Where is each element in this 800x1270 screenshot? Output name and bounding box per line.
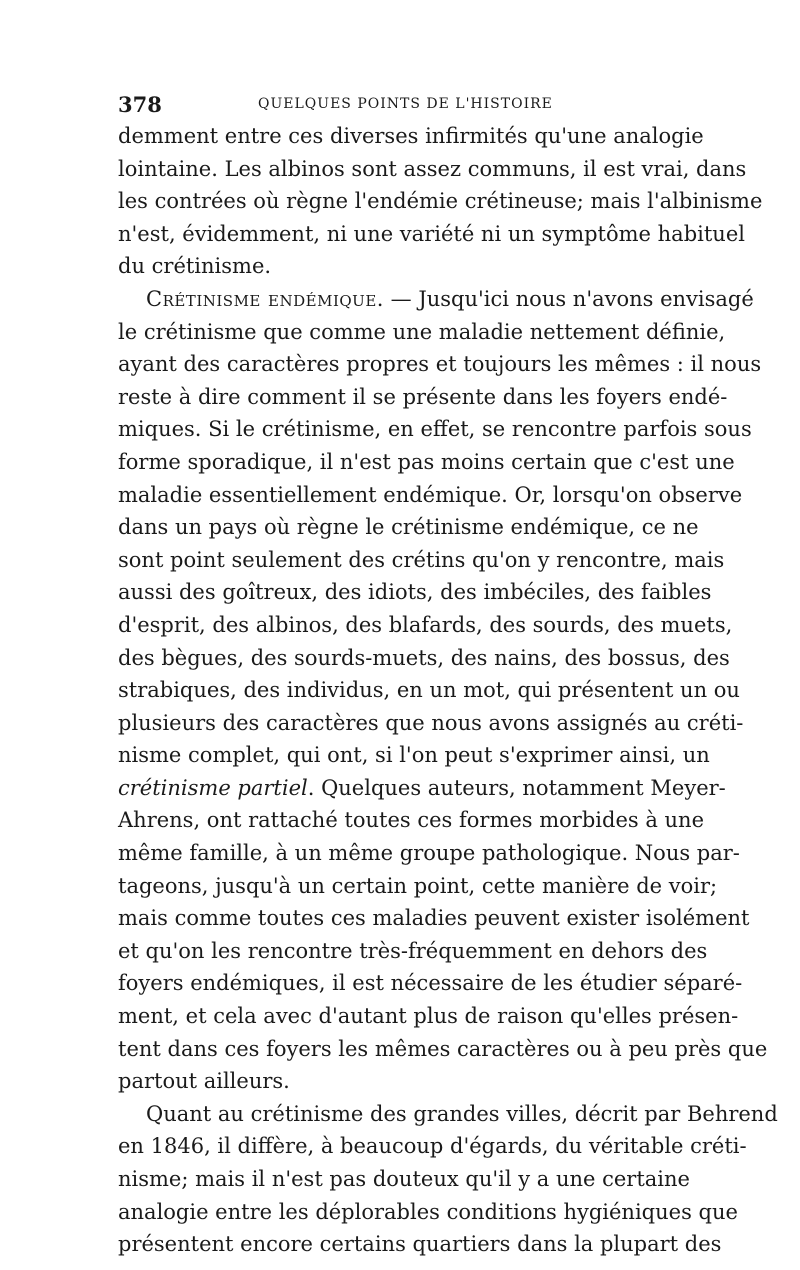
text-line: même famille, à un même groupe pathologique. Nous par- <box>118 841 740 866</box>
text-line: en 1846, il diffère, à beaucoup d'égards, du véritable créti- <box>118 1134 747 1159</box>
text-line: Ahrens, ont rattaché toutes ces formes morbides à une <box>118 808 705 833</box>
text-line: tageons, jusqu'à un certain point, cette manière de voir; <box>118 873 718 898</box>
text-line: miques. Si le crétinisme, en effet, se rencontre parfois sous <box>118 417 752 442</box>
text-line: des bègues, des sourds-muets, des nains, des bossus, des <box>118 645 730 670</box>
running-title: QUELQUES POINTS DE L'HISTOIRE <box>258 96 553 112</box>
text-line: nisme complet, qui ont, si l'on peut s'exprimer ainsi, un <box>118 743 710 768</box>
text-line: partout ailleurs. <box>118 1069 290 1094</box>
text-line: présentent encore certains quartiers dans la plupart des <box>118 1232 722 1257</box>
text-line: reste à dire comment il se présente dans les foyers endé- <box>118 384 728 409</box>
text-line: foyers endémiques, il est nécessaire de les étudier séparé- <box>118 971 743 996</box>
italic-term: crétinisme partiel <box>118 775 308 800</box>
text-line: tent dans ces foyers les mêmes caractères ou à peu près que <box>118 1036 768 1061</box>
text-line: demment entre ces diverses infirmités qu'une analogie <box>118 124 704 148</box>
section-heading: Crétinisme endémique. <box>146 286 384 311</box>
text-line: plusieurs des caractères que nous avons assignés au créti- <box>118 710 744 735</box>
body-text <box>118 120 778 1261</box>
text-line: Quant au crétinisme des grandes villes, décrit par Behrend <box>146 1101 778 1126</box>
book-page <box>118 88 778 1261</box>
text-line: le crétinisme que comme une maladie nettement définie, <box>118 319 726 344</box>
text-line: nisme; mais il n'est pas douteux qu'il y a une certaine <box>118 1167 690 1191</box>
text-line: forme sporadique, il n'est pas moins certain que c'est une <box>118 449 735 474</box>
text-line: d'esprit, des albinos, des blafards, des sourds, des muets, <box>118 612 733 637</box>
text-line: et qu'on les rencontre très-fréquemment en dehors des <box>118 938 708 963</box>
text-line: maladie essentiellement endémique. Or, lorsqu'on observe <box>118 482 743 507</box>
text-line: mais comme toutes ces maladies peuvent exister isolément <box>118 906 750 931</box>
text-line: strabiques, des individus, en un mot, qui présentent un ou <box>118 678 740 703</box>
text-line: lointaine. Les albinos sont assez communs, il est vrai, dans <box>118 156 747 181</box>
text-line <box>118 772 726 805</box>
text-line: dans un pays où règne le crétinisme endémique, ce ne <box>118 515 699 540</box>
text-line: ment, et cela avec d'autant plus de raison qu'elles présen- <box>118 1004 739 1029</box>
text-line-rest: . Quelques auteurs, notamment Meyer- <box>307 775 726 800</box>
text-line-rest: — Jusqu'ici nous n'avons envisagé <box>390 286 754 311</box>
running-head <box>118 88 680 120</box>
text-line: les contrées où règne l'endémie crétineuse; mais l'albinisme <box>118 189 763 214</box>
text-line: analogie entre les déplorables conditions hygiéniques que <box>118 1199 738 1224</box>
text-line: du crétinisme. <box>118 254 272 279</box>
text-line: n'est, évidemment, ni une variété ni un symptôme habituel <box>118 221 745 246</box>
text-line <box>118 283 754 316</box>
text-line: aussi des goîtreux, des idiots, des imbéciles, des faibles <box>118 580 712 605</box>
text-line: ayant des caractères propres et toujours les mêmes : il nous <box>118 352 762 377</box>
text-line: sont point seulement des crétins qu'on y rencontre, mais <box>118 547 725 572</box>
page-number: 378 <box>118 92 162 117</box>
